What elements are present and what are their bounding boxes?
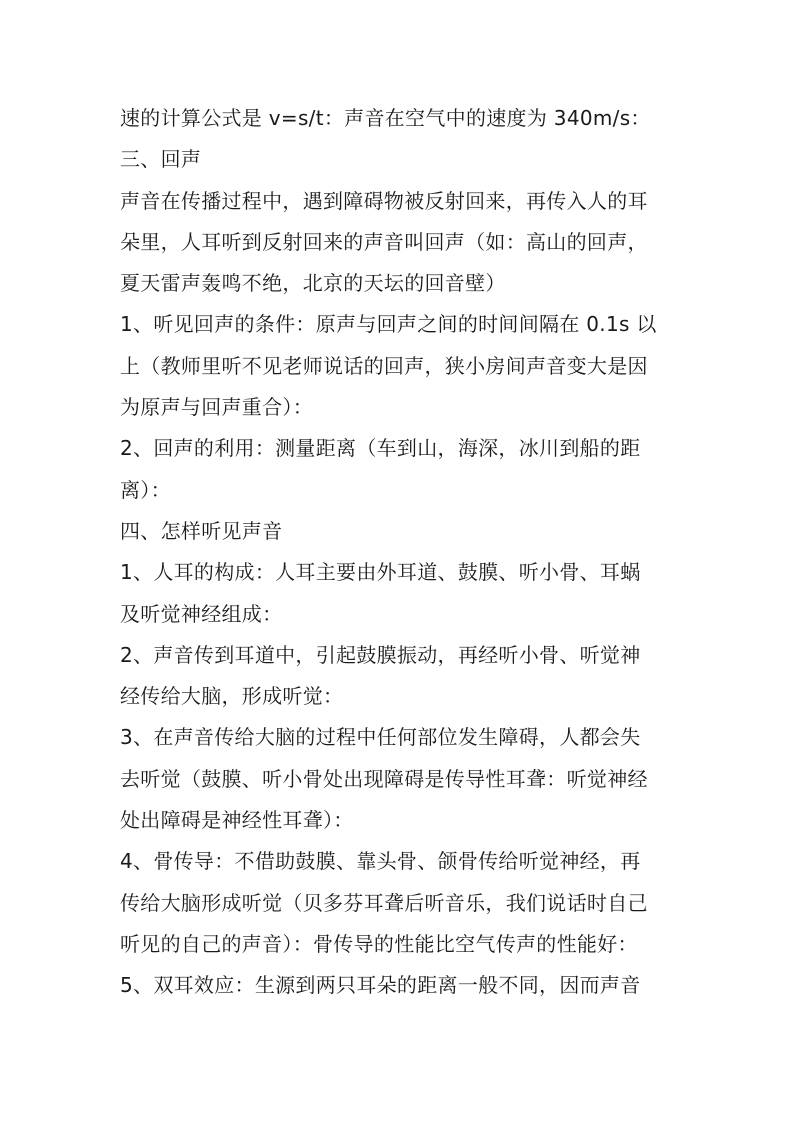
- text-line: 离）：: [120, 477, 171, 502]
- text-line: 速的计算公式是 v=s/t：声音在空气中的速度为 340m/s：: [120, 106, 651, 130]
- text-line: 2、回声的利用：测量距离（车到山，海深，冰川到船的距: [120, 436, 641, 461]
- text-line: 声音在传播过程中，遇到障碍物被反射回来，再传入人的耳: [120, 188, 648, 213]
- document-body: [120, 98, 672, 1007]
- text-line: 1、听见回声的条件：原声与回声之间的时间间隔在 0.1s 以: [120, 312, 657, 337]
- text-line: 1、人耳的构成：人耳主要由外耳道、鼓膜、听小骨、耳蜗: [120, 560, 641, 585]
- text-line: 处出障碍是神经性耳聋）：: [120, 808, 354, 833]
- text-line: 去听觉（鼓膜、听小骨处出现障碍是传导性耳聋：听觉神经: [120, 766, 648, 791]
- text-line: 为原声与回声重合）：: [120, 395, 313, 420]
- text-line: 传给大脑形成听觉（贝多芬耳聋后听音乐，我们说话时自己: [120, 890, 648, 915]
- text-line: 朵里，人耳听到反射回来的声音叫回声（如：高山的回声，: [120, 229, 648, 254]
- text-line: 4、骨传导：不借助鼓膜、靠头骨、颌骨传给听觉神经，再: [120, 849, 641, 874]
- section-heading-hearing: 四、怎样听见声音: [120, 518, 283, 543]
- text-line: 3、在声音传给大脑的过程中任何部位发生障碍，人都会失: [120, 725, 641, 750]
- text-line: 5、双耳效应：生源到两只耳朵的距离一般不同，因而声音: [120, 973, 641, 998]
- text-line: 2、声音传到耳道中，引起鼓膜振动，再经听小骨、听觉神: [120, 642, 641, 667]
- text-line: 听见的自己的声音）：骨传导的性能比空气传声的性能好：: [120, 931, 638, 956]
- text-line: 上（教师里听不见老师说话的回声，狭小房间声音变大是因: [120, 353, 648, 378]
- section-heading-echo: 三、回声: [120, 147, 202, 172]
- text-line: 经传给大脑，形成听觉：: [120, 684, 344, 709]
- text-line: 夏天雷声轰鸣不绝，北京的天坛的回音壁）: [120, 271, 506, 296]
- text-line: 及听觉神经组成：: [120, 601, 283, 626]
